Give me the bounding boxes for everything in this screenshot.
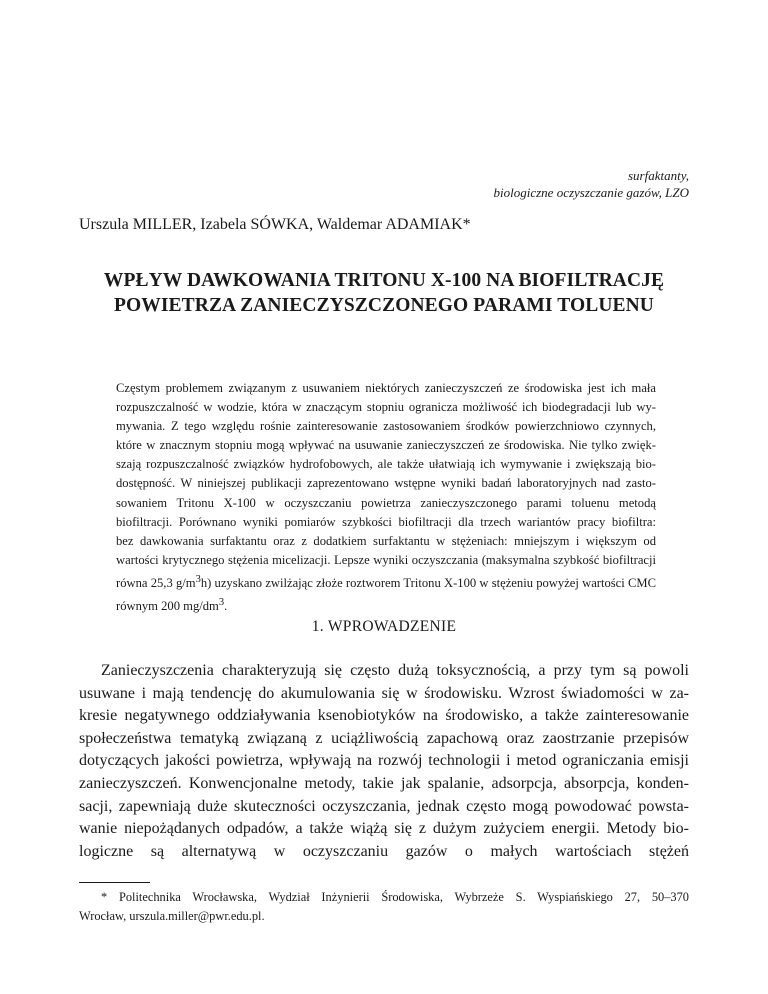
footnote-line-2: Wrocław, urszula.miller@pwr.edu.pl. xyxy=(79,909,265,923)
title-line-2: POWIETRZA ZANIECZYSZCZONEGO PARAMI TOLUENU xyxy=(113,295,654,316)
abstract-line: mywania. Z tego względu rośnie zainteresowanie zastosowaniem środków powierzchniowo czynnych, xyxy=(116,419,656,434)
abstract-line: Częstym problemem związanym z usuwaniem niektórych zanieczyszczeń ze środowiska jest ich mała xyxy=(116,381,656,395)
intro-line: usuwane i mają tendencję do akumulowania się w środowisku. Wzrost świadomości w za- xyxy=(79,684,689,702)
superscript: 3 xyxy=(195,573,201,585)
footnote-line-1: * Politechnika Wrocławska, Wydział Inżynierii Środowiska, Wybrzeże S. Wyspiańskiego 27, 50–370 xyxy=(101,890,689,904)
abstract xyxy=(116,379,656,617)
keywords-line-1: surfaktanty, xyxy=(627,168,689,183)
intro-line: dotyczących jakości powietrza, wpływają na rozwój technologii i metod ograniczania emisji xyxy=(79,752,689,770)
title-line-1: WPŁYW DAWKOWANIA TRITONU X-100 NA BIOFILTRACJĘ xyxy=(103,270,665,291)
superscript: 3 xyxy=(218,597,225,609)
footnote xyxy=(79,888,689,926)
keywords xyxy=(269,167,689,201)
intro-line: Zanieczyszczenia charakteryzują się często dużą toksycznością, a przy tym są powoli xyxy=(101,662,689,679)
abstract-line: biofiltracji. Porównano wyniki pomiarów szybkości biofiltracji dla trzech wariantów pracy biofiltra: xyxy=(116,514,656,529)
intro-paragraph xyxy=(79,660,689,863)
intro-line: wanie niepożądanych odpadów, a także wiążą się z dużym zużyciem energii. Metody bio- xyxy=(79,820,689,838)
abstract-text: równa 25,3 g/m xyxy=(116,576,196,591)
intro-line: społeczeństwa tematyką związaną z uciążliwością zapachową oraz zaostrzanie przepisów xyxy=(79,729,689,747)
intro-line: sacji, zapewniają duże skuteczności oczyszczania, jednak często mogą powodować powsta- xyxy=(79,797,689,815)
section-heading: 1. WPROWADZENIE xyxy=(311,618,457,635)
abstract-line: wartości krytycznego stężenia micelizacji. Lepsze wyniki oczyszczania (maksymalna szybkość biofiltracji xyxy=(116,552,656,567)
footnote-divider xyxy=(79,882,150,883)
abstract-line: które w znacznym stopniu mogą wpływać na usuwanie zanieczyszczeń ze środowiska. Nie tylko zwięk- xyxy=(116,438,656,453)
abstract-line: bez dawkowania surfaktantu oraz z dodatkiem surfaktantu w stężeniach: mniejszym i większym od xyxy=(116,533,656,548)
paper-title xyxy=(60,268,708,318)
keywords-line-2: biologiczne oczyszczanie gazów, LZO xyxy=(493,185,689,200)
intro-line: logiczne są alternatywą w oczyszczaniu gazów o małych wartościach stężeń xyxy=(79,842,689,860)
abstract-text: . xyxy=(224,599,228,614)
abstract-line xyxy=(116,593,656,616)
authors: Urszula MILLER, Izabela SÓWKA, Waldemar ADAMIAK* xyxy=(79,216,471,233)
abstract-line: dostępność. W niniejszej publikacji zaprezentowano wstępne wyniki badań laboratoryjnych nad zasto- xyxy=(116,476,656,491)
abstract-text: równym 200 mg/dm xyxy=(116,599,219,614)
abstract-line xyxy=(116,570,656,593)
abstract-line: szają rozpuszczalność związków hydrofobowych, ale także ułatwiają ich wymywanie i zwiększają bio- xyxy=(116,457,656,472)
intro-line: zanieczyszczeń. Konwencjonalne metody, takie jak spalanie, adsorpcja, absorpcja, konden- xyxy=(79,774,689,792)
intro-line: kresie negatywnego oddziaływania ksenobiotyków na środowisko, a także zainteresowanie xyxy=(79,707,689,725)
abstract-line: sowaniem Tritonu X-100 w oczyszczaniu powietrza zanieczyszczonego parami toluenu metodą xyxy=(116,495,656,510)
abstract-text: h) uzyskano zwilżając złoże roztworem Tritonu X-100 w stężeniu powyżej wartości CMC xyxy=(200,576,656,591)
abstract-line: rozpuszczalność w wodzie, która w znaczącym stopniu ogranicza możliwość ich biodegradacji lub wy- xyxy=(116,400,656,415)
